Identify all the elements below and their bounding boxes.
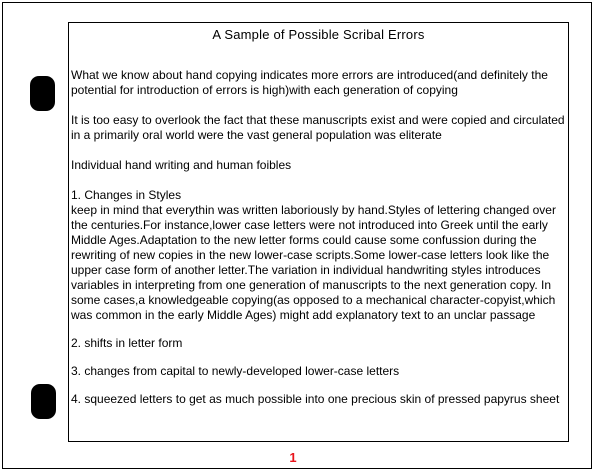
list-item-squeezed-letters: 4. squeezed letters to get as much possible into one precious skin of pressed papyrus sheet [71,392,560,406]
paragraph-foibles: Individual hand writing and human foibles [71,158,292,172]
binder-hole-bottom [31,384,56,419]
document-page [68,22,569,442]
list-item-heading: 1. Changes in Styles [71,188,182,202]
document-body [71,68,566,407]
list-item-shifts-in-letter-form: 2. shifts in letter form [71,336,183,350]
paragraph-oral-world: It is too easy to overlook the fact that these manuscripts exist and were copied and circulated in a primarily oral world were the vast general population was eliterate [71,113,565,142]
list-item-changes-in-styles [71,188,566,323]
paragraph-intro: What we know about hand copying indicates more errors are introduced(and definitely the potential for introduction of errors is high)with each generation of copying [71,68,548,97]
page-number: 1 [289,450,297,465]
slide-frame [2,2,592,469]
binder-hole-top [30,76,55,111]
page-title: A Sample of Possible Scribal Errors [212,27,425,42]
list-item-capital-to-lowercase: 3. changes from capital to newly-developed lower-case letters [71,364,400,378]
list-item-body: keep in mind that everythin was written laboriously by hand.Styles of lettering changed over the centuries.For instance,lower case letters were not introduced into Greek until the early Middle Ages.Adaptation to the new letter forms could cause some confussion during the rewriting of new copies in the new lower-case scripts.Some lower-case letters look like the upper case form of another letter.The variation in individual handwriting styles introduces variables in interpreting from one generation of manuscripts to the next generation copy. In some cases,a knowledgeable copying(as opposed to a mechanical character-copyist,which was common in the early Middle Ages) might add explanatory text to an unclar passage [71,203,556,322]
